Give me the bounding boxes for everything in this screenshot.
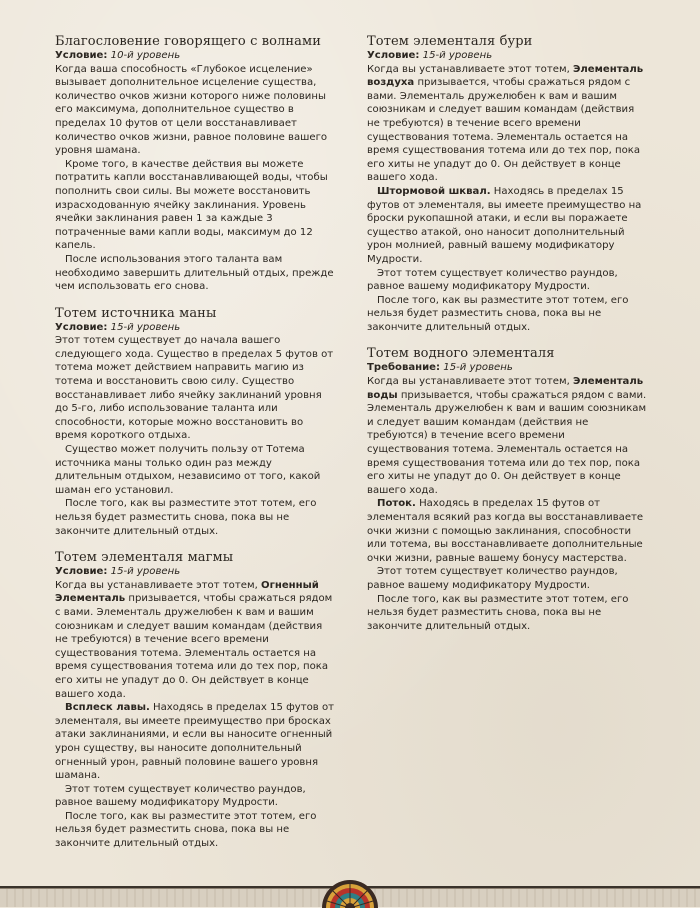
requirement-label: Требование: [367,362,441,374]
paragraph: После того, как вы разместите этот тотем, его нельзя будет разместить снова, пока вы не закончите длительный отдых. [367,294,629,333]
requirement-value: 15-й уровень [443,362,513,374]
section-title: Тотем источника маны [55,305,217,321]
right-column [367,34,647,645]
paragraph: После использования этого таланта вам необходимо завершить длительный отдых, прежде чем использовать его снова. [55,253,334,293]
paragraph: После того, как вы разместите этот тотем, его нельзя будет разместить снова, пока вы не закончите длительный отдых. [55,810,317,850]
section-title: Благословение говорящего с волнами [55,34,321,49]
text-span: Когда вы устанавливаете этот тотем, [367,63,573,75]
requirement-value: 15-й уровень [110,566,181,578]
paragraph: После того, как вы разместите этот тотем, его нельзя будет разместить снова, пока вы не закончите длительный отдых. [367,593,629,632]
requirement [367,49,647,63]
text-span: призывается, чтобы сражаться рядом с вами. Элементаль дружелюбен к вам и вашим союзникам и следует вашим командам (действия не требуются) в течение всего времени существования тотема. Элементаль остается на время существования тотема или до тех пор, пока его хиты не упадут до 0. Он действует в конце вашего хода. [367,77,641,184]
requirement-label: Условие: [55,321,108,333]
paragraph: Этот тотем существует количество раундов, равное вашему модификатору Мудрости. [367,566,618,591]
text-span: Когда вы устанавливаете этот тотем, [55,579,261,591]
bold-term: Элементаль воды [367,376,644,401]
paragraph: После того, как вы разместите этот тотем, его нельзя будет разместить снова, пока вы не закончите длительный отдых. [55,498,317,537]
section-title: Тотем водного элементаля [367,346,555,362]
section-mana-spring-totem [55,306,335,539]
requirement-value: 15-й уровень [422,50,493,61]
paragraph: Этот тотем существует количество раундов, равное вашему модификатору Мудрости. [367,267,618,293]
left-column [55,34,335,863]
bold-term: Штормовой шквал. [377,185,491,197]
paragraph: Этот тотем существует до начала вашего следующего хода. Существо в пределах 5 футов от тотема может действием направить магию из тотема и восстановить свою силу. Существо восстанавливает либо ячейку заклинаний уровня до 5-го, либо использование таланта или способности, которые можно восстановить во время короткого отдыха. [55,335,334,442]
text-span: Находясь в пределах 15 футов от элементаля всякий раз когда вы восстанавливаете очки жизни с помощью заклинания, способности или тотема, вы восстанавливаете дополнительные очки жизни, равные вашему бонусу мастерства. [367,498,644,564]
section-blessing-wave-speaker [55,34,335,294]
paragraph [55,701,335,783]
bold-term: Поток. [377,498,416,510]
requirement-label: Условие: [55,566,108,578]
paragraph [367,375,647,497]
section-title: Тотем элементаля магмы [55,550,234,566]
paragraph [367,497,647,565]
text-span: призывается, чтобы сражаться рядом с вами. Элементаль дружелюбен к вам и вашим союзникам и следует вашим командам (действия не требуются) в течение всего времени существования тотема. Элементаль остается на время существования тотема или до тех пор, пока его хиты не упадут до 0. Он действует в конце вашего хода. [55,593,333,700]
bold-term: Всплеск лавы. [65,702,150,714]
paragraph: Когда ваша способность «Глубокое исцеление» вызывает дополнительное исцеление существа, количество очков жизни которого ниже половины его максимума, дополнительное существо в пределах 10 футов от цели восстанавливает количество очков жизни, равное половине вашего уровня шамана. [55,63,328,157]
section-magma-elemental-totem [55,550,335,850]
section-storm-elemental-totem [367,34,647,334]
bold-term: Элементаль воздуха [367,63,644,89]
requirement [55,565,335,579]
text-span: призывается, чтобы сражаться рядом с вами. Элементаль дружелюбен к вам и вашим союзникам и следует вашим командам (действия не требуются) в течение всего времени существования тотема. Элементаль остается на время существования тотема или до тех пор, пока его хиты не упадут до 0. Он действует в конце вашего хода. [367,389,647,496]
paragraph: Существо может получить пользу от Тотема источника маны только один раз между длительным отдыхом, независимо от того, какой шаман его установил. [55,444,321,496]
section-title: Тотем элементаля бури [367,34,533,49]
section-water-elemental-totem [367,346,647,633]
text-span: Когда вы устанавливаете этот тотем, [367,376,573,388]
requirement [55,49,335,63]
requirement [367,361,647,375]
requirement-value: 10-й уровень [110,50,181,61]
requirement-label: Условие: [55,50,108,61]
requirement-label: Условие: [367,50,420,61]
paragraph [367,63,647,185]
requirement-value: 15-й уровень [110,321,181,333]
paragraph: Этот тотем существует количество раундов, равное вашему модификатору Мудрости. [55,783,306,809]
text-span: Находясь в пределах 15 футов от элементаля, вы имеете преимущество при бросках атаки заклинаниями, и если вы наносите огненный урон существу, вы наносите дополнительный огненный урон, равный половине вашего уровня шамана. [55,702,334,782]
bold-term: Огненный Элементаль [55,579,319,605]
paragraph [55,579,335,701]
text-span: Находясь в пределах 15 футов от элементаля, вы имеете преимущество на броски рукопашной атаки, и если вы поражаете существо атакой, оно наносит дополнительный урон молнией, равный вашему модификатору Мудрости. [367,185,642,265]
footer-emblem-icon [318,864,382,908]
paragraph [367,185,647,267]
paragraph: Кроме того, в качестве действия вы можете потратить капли восстанавливающей воды, чтобы пополнить свои силы. Вы можете восстановить израсходованную ячейку заклинания. Уровень ячейки заклинания равен 1 за каждые 3 потраченные вами капли воды, максимум до 12 капель. [55,158,328,252]
requirement [55,321,335,335]
